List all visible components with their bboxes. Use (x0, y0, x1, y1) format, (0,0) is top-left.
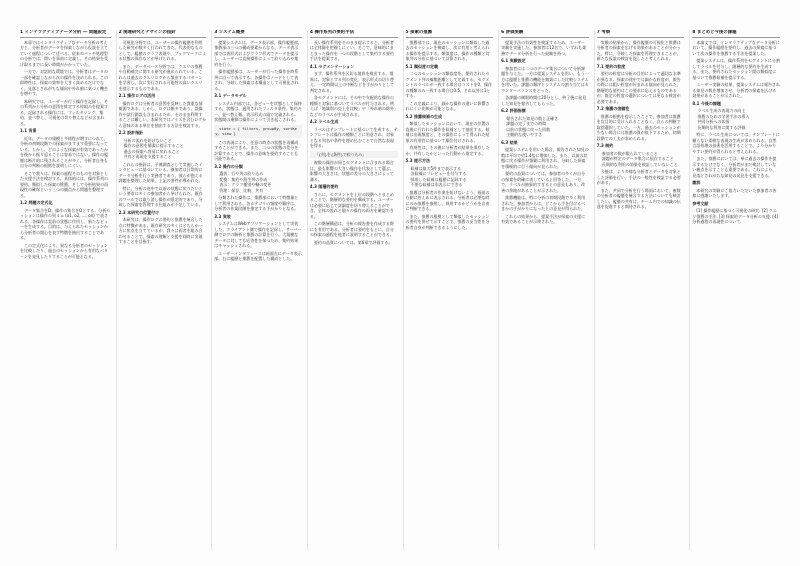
text-column (498, 30, 589, 550)
list-item: • 候補は最大5件まで表示する (411, 166, 494, 172)
section-heading: 6 評価実験 (501, 30, 589, 38)
text-column (403, 30, 494, 550)
paragraph: 推薦機能は、特に分析の初期段階で多く利用された。参加者からは、どこから手を付けるべきかの手がかりになったとの意見が得られた。 (501, 195, 586, 211)
paragraph: 推薦の根拠を提示したことで、参加者は推薦を盲目的に受け入れることなく、自らの判断で取捨選択していた。一方、過去のセッションが少ない場合には推薦の質が低下するため、初期段階での工夫が求められる。 (596, 113, 681, 141)
list-item: • 主観的な使いやすさ (506, 132, 589, 138)
subsection-heading: 6.2 評価指標 (501, 108, 526, 113)
subsection-heading: 2.1 操作ログの活用 (118, 93, 156, 98)
subsection-heading: 5.2 推薦候補の生成 (405, 113, 442, 119)
list-item: • 変換：集約や派生列の作成 (219, 177, 302, 183)
list-item: • 長期的な利用の効果を検証していないこと (602, 162, 685, 168)
list-item: • 表示：グラフ種別や軸の変更 (219, 182, 302, 188)
paragraph: 類似したセッションにおいて、現在の位置の直後に行われた操作を候補として抽出する。候補は出現頻度と、その操作によって得られた結果の有用性に基づいて順位付けされる。 (405, 121, 490, 143)
paragraph: 各セグメントには、その中で支配的な操作の種類と対象に基づいてラベルが付与される。例えば「地域別の売上を比較」や「外れ値の除外」などのラベルが生成される。 (309, 95, 396, 117)
bullet-list (501, 116, 589, 138)
bullet-list (119, 138, 207, 160)
paragraph: 操作履歴部は、ユーザーが行った操作を時系列に沿って表示する。各操作はノードとして表され、分岐した探索は木構造として可視化される。 (214, 69, 299, 91)
paragraph: また、データベース分野では、クエリの推薦や自動補完に関する研究が進められている。これらは過去のクエリログから頻出するパターンを学習し、次に実行される可能性の高いクエリを提示するものである。 (118, 63, 203, 91)
paragraph: 推薦部では、現在のセッションに類似した過去のセッションを検索し、次に有用と考えられる操作を提示する。類似度は、操作の種類と対象列の分布に基づいて計算される。 (405, 39, 490, 61)
bullet-list (597, 151, 685, 168)
list-item: • 課題が特定のデータ集合に依存すること (602, 156, 685, 162)
subsection-heading: 3.1 データモデル (214, 93, 247, 98)
paragraph: 本研究では、ユーザーが行う操作を記録し、その系列から分析の意図を推定する枠組みを提案する。記録される操作には、フィルタリング、集約、並べ替え、可視化の切り替えなどが含まれる。 (20, 98, 108, 126)
subsection-heading: 3.3 実装 (214, 213, 231, 219)
paragraph: 可視化分野では、ユーザーの操作履歴を利用した研究が数多く行われてきた。代表的なものとして、履歴のグラフ表現や、ブックマークによる状態の保存などが挙げられる。 (118, 39, 207, 61)
subsection-heading: 謝辞 (692, 180, 701, 185)
paragraph: 参加者には二つのデータ集合について分析課題を与えた。一方は提案システムを用い、もう一方は履歴と推薦の機能を無効にした比較システムを用いた。課題の順序とシステムの割り当てはカウンターバランスをとった。 (501, 65, 589, 93)
subsection-heading: 7.3 制約 (596, 143, 614, 148)
text-column (689, 30, 780, 550)
paragraph: そこで我々は、探索の過程そのものを対象とした支援手法を検討する。具体的には、操作系列の要約、類似した探索の推薦、そして分析結果の再現性の確保という三つの観点から問題を整理する。 (20, 170, 108, 198)
list-item: • 操作の意図を簡潔に提示すること (124, 143, 207, 149)
subsection-heading: 4.1 セグメンテーション (309, 63, 355, 69)
bullet-list (692, 108, 780, 130)
list-item: • 以前の状態に戻った回数 (506, 127, 589, 133)
paragraph: 提案システムを用いた場合、報告された知見の数は平均で約1.4倍に増加した。また、以前の状態に戻る操作が頻繁に利用され、分岐した探索を積極的に行う傾向が見られた。 (501, 147, 589, 169)
paragraph: 本研究の実験にご協力いただいた参加者の皆様に感謝いたします。 (692, 187, 777, 198)
bullet-list (214, 171, 302, 193)
paragraph: 各課題の制限時間は20分とし、終了後に発見した知見を報告してもらった。 (501, 95, 587, 106)
subsection-heading: 2.2 設計指針 (118, 130, 144, 135)
paragraph: 長い操作系列をそのまま提示すると、分析者は全体像を把握しにくい。そこで、意味的にまとまった操作を一つの段階として集約する要約手法を提案する。 (309, 39, 394, 61)
list-item: • 長期的な利用に関する評価 (697, 125, 780, 131)
text-column (594, 30, 685, 550)
subsection-heading: 1.1 背景 (20, 128, 37, 133)
paragraph: まず、操作系列を区切る境界を検出する。境界は、対象とする列の変化、表示形式の切り替え、一定時間以上の中断などを手がかりとして判定される。 (309, 71, 395, 93)
section-heading: 4 操作系列の要約手法 (310, 30, 398, 38)
paragraph: 提案システムは、データ表示部、操作履歴部、推薦部の三つの構成要素からなる。データ表示部では表形式およびグラフ形式でデータを提示し、ユーザーは直接操作によって絞り込みや集約を行う。 (214, 39, 302, 67)
bullet-list (406, 166, 494, 188)
paragraph: さらに、セグメントを上位の段階へとまとめることで、階層的な要約を構成する。ユーザーは必要に応じて詳細度を切り替えることができ、全体の流れと個々の操作の両方を確認できる。 (309, 191, 394, 219)
paragraph: 本章ではインタラクティブなデータ分析の考え方と、分析者がデータを探索しながら仮説を立てていく過程について述べる。従来のバッチ処理型の分析では、問いを事前に定義し、その結果を受け取るまでに長い時間がかかっていた。 (20, 39, 108, 67)
paragraph: 二つのセッションの類似度を、要約されたセグメント列の編集距離として定義する。セグメントのラベルが一致する場合はコストを0、操作の種類のみ一致する場合は0.5、それ以外は1とする。 (405, 71, 493, 98)
paragraph: 特に、ラベル生成については、テンプレートに頼らない柔軟な表現の生成が求められる。自然言語処理の技術を活用することで、より分かりやすい要約が得られると考えられる。 (692, 132, 780, 154)
paragraph: 近年、データの規模と多様性が増すにつれて、分析の初期段階での探索がますます重要になっている。しかし、どのような探索が有効であったかを後から振り返ることは容易ではない。操作の履歴は断片的に残されることが多く、分析者自身も自分の判断の根拠を説明しにくい。 (20, 135, 108, 168)
subsection-heading: 4.3 階層的要約 (309, 184, 339, 189)
paragraph: 今後は、より多様な分析者とデータを対象とした評価を行い、手法の一般性を検証する必要がある。 (596, 169, 681, 185)
paragraph: また、推薦の根拠として類似したセッションの要約を併せて示すことで、推薦の妥当性を分析者自身が判断できるようにした。 (405, 213, 490, 230)
code-snippet: state = { filters, groupBy, sortKey, view } (214, 125, 302, 138)
subsection-heading: 6.1 実験設定 (501, 58, 526, 63)
paragraph: 分類された操作は、推薦部において特徴量として利用される。各カテゴリの頻度や順序は、分析者の作業段階を推定する手がかりとなる。 (214, 195, 299, 211)
column-grid (20, 30, 780, 550)
list-item: • 共同分析への拡張 (697, 119, 780, 125)
paragraph: 本論文では、インタラクティブなデータ分析において、操作履歴を要約し、過去の探索に基づいて次の操作を推薦する手法を提案した。 (692, 39, 780, 56)
section-heading: 7 考察 (597, 30, 685, 38)
paragraph: この定式化により、異なる分析者のセッションを比較したり、過去のセッションから有用なパターンを発見したりすることが可能となる。 (20, 242, 108, 259)
list-item: • 報告された知見の数と正確さ (506, 116, 589, 122)
subsection-heading: 7.2 推薦の信頼性 (596, 106, 630, 111)
subsection-heading: 5.1 類似度の定義 (405, 63, 438, 69)
paragraph: この階層構造は、分析の報告書を作成する際にも有用である。分析者は要約をもとに、自分の探索の過程を他者に説明することができる。 (309, 221, 394, 237)
subsection-heading: 1.2 問題の定式化 (20, 200, 53, 205)
paragraph: この表現により、任意の時点の状態を再構成することができる。また、二つの状態の差分を計算することで、操作の意味を要約することも可能である。 (214, 139, 299, 161)
section-heading: 2 関連研究とデザインの指針 (119, 30, 207, 38)
text-column (307, 30, 398, 550)
subsection-heading: 5.3 提示方法 (405, 158, 430, 163)
code-snippet: 「{列}を{条件}で絞り込み」 (310, 151, 398, 159)
text-column (20, 30, 111, 550)
paragraph: 要約の粒度は分析の目的によって適切な水準が異なる。探索の途中では細かな粒度が、報告の際には粗い粒度が好まれる傾向が見られた。階層的な要約はこの要求に応えるものであるが、既定の粒度の選択については更なる検討が必要である。 (596, 71, 681, 104)
paragraph: システム内部では、各ビューを状態として保持する。状態は、適用されたフィルタ条件、集約キー、並べ替え順、表示形式の組で定義される。状態間の遷移は操作によって引き起こされる。 (214, 100, 302, 122)
paragraph: [1] 操作履歴に基づく可視化の研究. [2] クエリ推薦の手法. [3] 探索的データ分析の支援. [4] 分析過程の再現性について. (692, 208, 779, 224)
paragraph: これらの指針は、予備調査として実施したインタビューに基づいている。参加者は日常的にデータ分析を行う実務者であり、彼らが抱える課題を整理した結果、上記の要件が導かれた。 (118, 161, 203, 183)
paragraph: 提案システムは、操作系列をセグメントに分割してラベルを付与し、階層的な要約を生成する。また、要約されたセッション間の類似度に基づいて推薦候補を提示する。 (692, 58, 780, 80)
list-item: • 管理：保存、比較、共有 (219, 188, 302, 194)
paragraph: 要約の品質については、参加者の多くが自分の探索を的確に表していると回答した。一方で、ラベルが抽象的すぎるとの意見もあり、改善の余地があることが示された。 (501, 171, 586, 193)
paragraph: また、推薦においては、単に過去の操作を提示するだけでなく、分析者がまだ検討していない観点を示すことも重要である。これにより、見落とされがちな知見の発見を支援できる。 (692, 156, 777, 178)
subsection-heading: 3.2 操作の分類 (214, 163, 243, 169)
paragraph: また、共同で分析を行う場面において、複数の分析者の履歴を統合する方法についても検討したい。履歴の共有は、チーム内での知識の伝達を促進すると期待される。 (596, 187, 681, 209)
list-item: • 課題の完了までの時間 (506, 121, 589, 127)
list-item: • 選択：行や列の絞り込み (219, 171, 302, 177)
subsection-heading: 7.1 要約の粒度 (596, 63, 626, 69)
text-column (116, 30, 207, 550)
list-item: • 過去の探索へ容易に戻れること (124, 149, 207, 155)
subsection-heading: 8.1 今後の課題 (692, 100, 721, 106)
paragraph: システムはWebアプリケーションとして実装した。クライアント側で操作を記録し、サーバー側でログの解析と推薦の計算を行う。大規模なデータに対しても応答性を保つため、集約結果はキャッシュされる。 (214, 221, 302, 248)
paragraph: 一方で、対話的な環境では、分析者はデータの一部を確認しながら次の操作を決められる。この即時性は、探索の効率を大きく高めるだけでなく、見落とされがちな傾向や外れ値に気づく機会を増やす。 (20, 69, 108, 96)
subsection-heading: 4.2 ラベル生成 (309, 119, 339, 124)
section-heading: 3 システム概要 (214, 30, 302, 38)
paragraph: 本研究は、操作ログの要約と推薦を統合した点に特徴がある。既存研究の多くはどちらか一方に焦点を当てているが、我々は両者を組み合わせることで、探索の理解と支援を同時に実現することを目指す。 (118, 217, 203, 244)
paragraph: 操作ログは分析者の意図を反映した貴重な情報源である。しかし、ログは雑多であり、誤操作や試行錯誤も含まれるため、そのまま利用することは難しい。本研究ではノイズを含むログから意味のある単位を抽出する方法を検討する。 (118, 100, 207, 128)
paragraph: 実験の結果から、操作履歴の可視化と推薦は分析者の探索を広げる効果があることが分かった。特に、分岐した探索を管理できることが、新たな仮説の検討を促したと考えられる。 (596, 39, 681, 61)
paragraph: ユーザー実験の結果、提案システムは報告される知見の数を増加させ、分析者の探索を広げる効果があることが示された。 (692, 82, 780, 98)
paragraph: これらの結果から、提案手法が探索の支援に有効であることが示唆された。 (501, 213, 586, 224)
list-item: • 推薦のための学習手法の導入 (697, 114, 780, 120)
list-item: • 参加者の数が限られていること (602, 151, 685, 157)
paragraph: 特に、分析の途中で以前の状態に戻りたいという要求は多くの参加者から挙げられた。既存のツールでは取り消し操作が限定的であり、分岐した探索を管理する仕組みが不足している。 (118, 185, 203, 207)
subsection-heading: 参考文献 (692, 200, 709, 206)
list-item: • 共有と再現を支援すること (124, 154, 207, 160)
paragraph: ユーザーインタフェースは画面左にデータ表示部、右に履歴と推薦を配置した構成とした。 (214, 250, 302, 261)
section-heading: 5 探索の推薦 (406, 30, 494, 38)
paragraph: 複数の操作が同じセグメントに含まれる場合は、最も影響の大きい操作を代表として選ぶ。影響の大きさは、状態の差分の大きさによって測る。 (309, 160, 394, 182)
section-heading: 8 まとめと今後の課題 (692, 30, 780, 38)
text-column (211, 30, 302, 550)
paragraph: データ集合をD、操作の集合をOとする。分析セッションは操作の列 s = (o1, o2, ..., on) で表される。各操作は直前の状態に作用し、新たなビューを生成する。目的は、与えられたセッションから分析者の関心を表す特徴を抽出することである。 (20, 207, 111, 240)
list-item: • 不要な候補は非表示にできる (411, 182, 494, 188)
list-item: • 採用した候補は履歴に記録する (411, 177, 494, 183)
paragraph: 推薦は分析者の作業を妨げないよう、画面の右側に控えめに表示される。分析者は必要な時にのみ推薦を参照し、採用するかどうかを自由に判断できる。 (405, 189, 490, 211)
paragraph: この定義により、細かな操作の違いに影響されにくい比較が可能となる。 (405, 100, 490, 111)
paragraph: 要約の品質については、第6章で評価する。 (313, 239, 393, 245)
subsection-heading: 2.3 本研究の位置付け (118, 209, 160, 215)
list-item: • 分析の流れを妨げないこと (124, 138, 207, 144)
paragraph: 提案手法の有効性を検証するため、ユーザー実験を実施した。参加者は12名で、いずれも業務でデータ分析を行った経験を持つ。 (501, 39, 587, 56)
list-item: • 各候補にプレビューを付与する (411, 171, 494, 177)
paragraph: ラベルはテンプレートに基づいて生成する。テンプレートは操作の種類ごとに用意され、対象となる列名や条件を埋め込むことで自然な表現を得る。 (309, 126, 398, 148)
paragraph: 有用性は、その後に分析者が結果を保存したか、共有したかといった行動から推定する。 (405, 145, 490, 156)
section-heading: 1 インテラクティブデータ分析 ― 問題設定 (20, 30, 111, 38)
subsection-heading: 6.3 結果 (501, 139, 518, 145)
list-item: • ラベル生成の表現力の向上 (697, 108, 780, 114)
